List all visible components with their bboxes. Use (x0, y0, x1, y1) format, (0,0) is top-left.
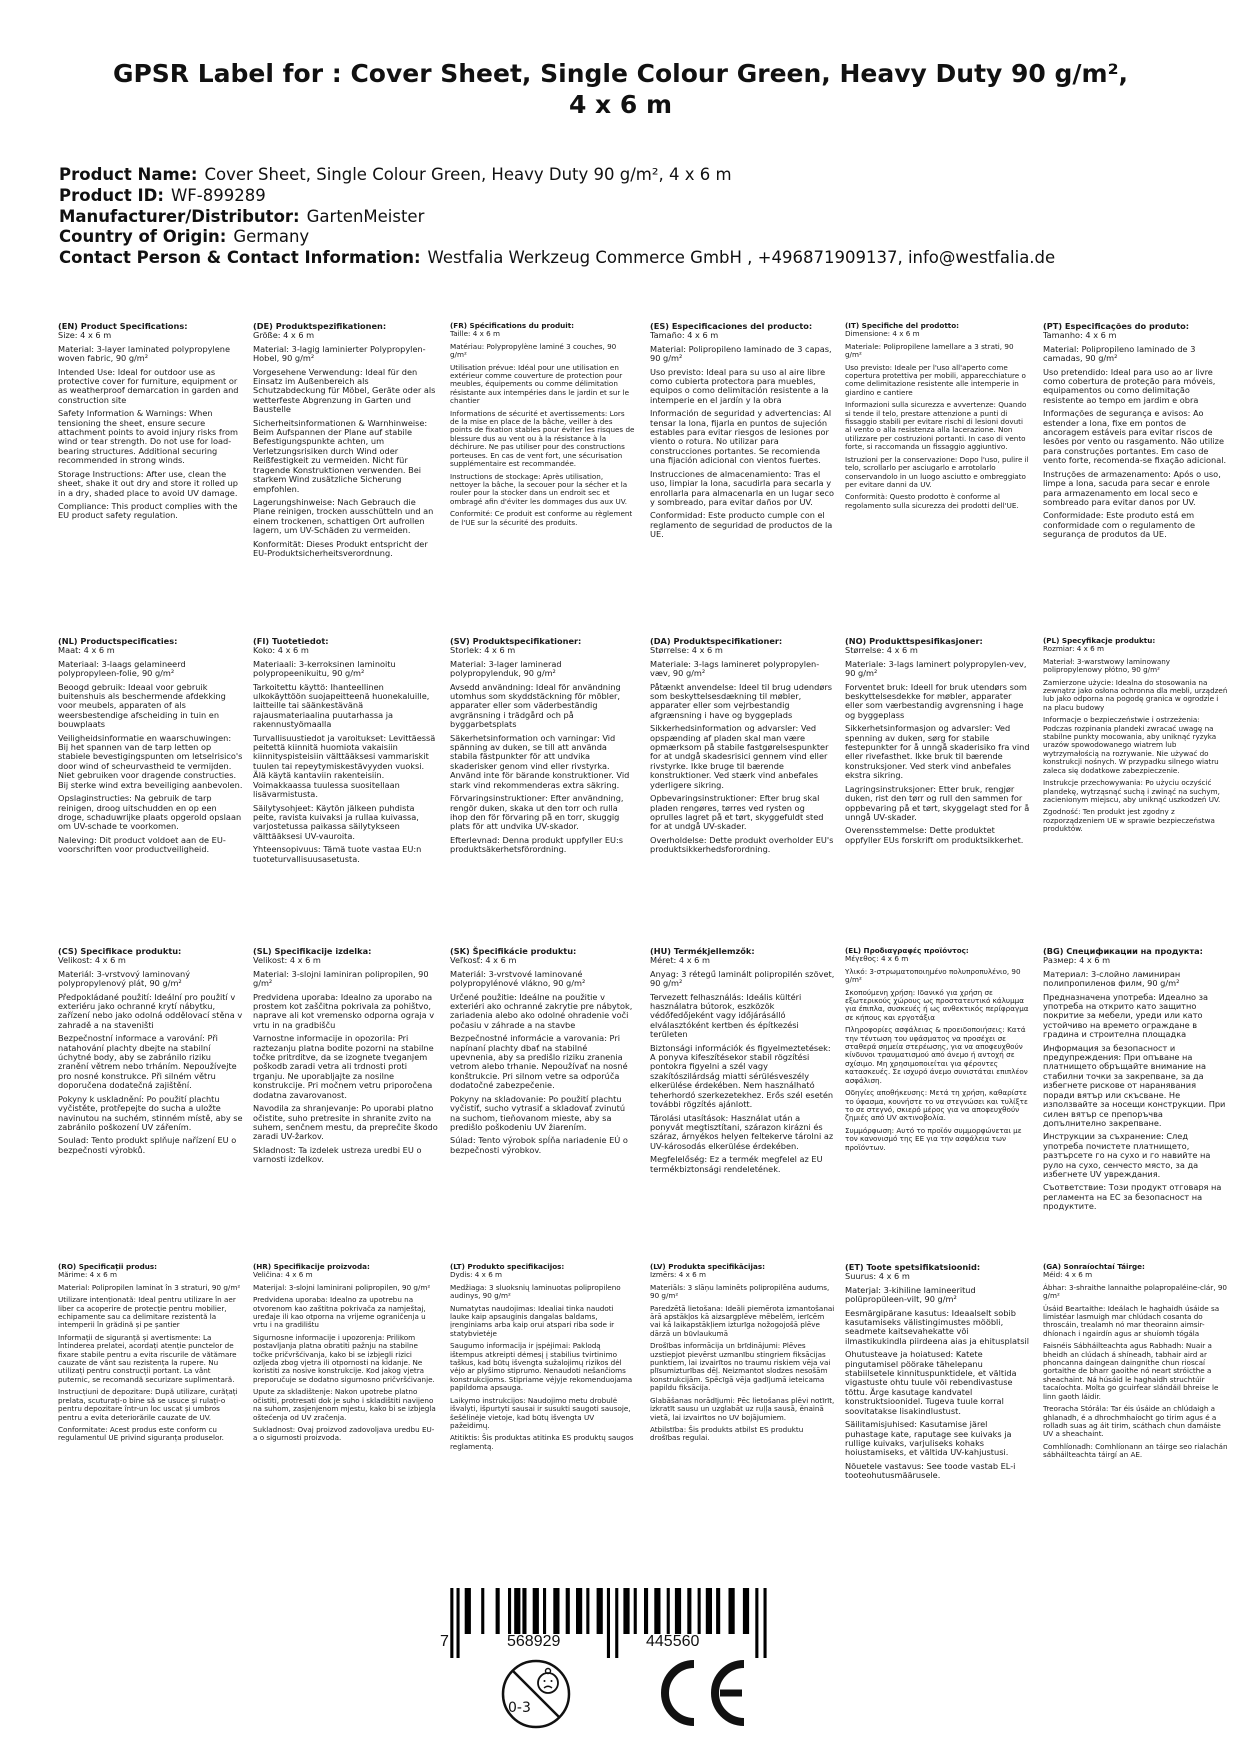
spec-heading: (NL) Productspecificaties: (58, 636, 178, 646)
spec-paragraph: Intended Use: Ideal for outdoor use as protective cover for furniture, equipment or as weatherproof demarcation in garden and construction site (58, 366, 239, 405)
contact-value: Westfalia Werkzeug Commerce GmbH , +496871909137, info@westfalia.de (427, 248, 1056, 268)
spec-size: Size: 4 x 6 m (58, 330, 112, 341)
spec-paragraph: Materiaali: 3-kerroksinen laminoitu polypropeenikuitu, 90 g/m² (253, 658, 396, 679)
spec-paragraph: Conformidade: Este produto está em conformidade com o regulamento de segurança de produtos da UE. (1043, 510, 1195, 540)
spec-paragraph: Instrucțiuni de depozitare: După utilizare, curățați prelata, scuturați-o bine să se usuce și rulați-o pentru depozitare într-un loc uscat și umbros pentru a evita deteriorările cauzate de UV. (58, 1387, 238, 1422)
spec-paragraph: Predvidena uporaba: Idealno za uporabo na prostem kot zaščitna pokrivala za pohištvo, naprave ali kot vremensko odporna ograja v vrtu in na gradbišču (253, 991, 435, 1030)
spec-paragraph: Nõuetele vastavus: See toode vastab EL-i tooteohutusmäärusele. (845, 1460, 1016, 1481)
spec-paragraph: Materjal: 3-kihiline lamineeritud polüpropüleen-vilt, 90 g/m² (845, 1284, 976, 1305)
spec-column-bg (1043, 947, 1228, 1216)
product-id-label: Product ID: (59, 185, 164, 205)
spec-paragraph: Информация за безопасност и предупреждения: При опъване на платнището обръщайте внимание на стабилни точки за закрепване, за да избегнете рискове от наранявания поради вятър или скъсване. Не използвайте за носещи конструкции. При силен вятър се препоръчва допълнително закрепване. (1043, 1042, 1226, 1128)
spec-paragraph: Informações de segurança e avisos: Ao estender a lona, fixe em pontos de ancoragem estáveis para evitar riscos de lesões por vento ou rasgamento. Não utilize para construções portantes. Em caso de vento forte, recomenda-se fixação adicional. (1043, 408, 1227, 466)
spec-paragraph: Medžiaga: 3 sluoksnių laminuotas polipropileno audinys, 90 g/m² (450, 1282, 621, 1301)
spec-paragraph: Bezpečnostné informácie a varovania: Pri napínaní plachty dbať na stabilné upevnenia, aby sa predišlo riziku zranenia vetrom alebo trhanie. Nepoužívať na nosné konštrukcie. Pri silnom vetre sa odporúča dodatočné zabezpečenie. (450, 1033, 628, 1091)
spec-heading: (DA) Produktspecifikationer: (650, 636, 783, 646)
spec-size: Dydis: 4 x 6 m (450, 1270, 503, 1280)
spec-paragraph: Opslaginstructies: Na gebruik de tarp reinigen, droog uitschudden en op een droge, schaduwrijke plaats opgerold opslaan om UV-schade te voorkomen. (58, 793, 242, 832)
spec-size: Velikost: 4 x 6 m (253, 955, 321, 966)
spec-column-sv (450, 637, 635, 859)
spec-paragraph: Informations de sécurité et avertissements: Lors de la mise en place de la bâche, veiller à des points de fixation stables pour éviter les risques de blessure dus au vent ou à la résistance à la déchirure. Ne pas utiliser pour des constructions porteuses. En cas de vent fort, une sécurisation supplémentaire est recommandée. (450, 408, 635, 469)
spec-paragraph: Veiligheidsinformatie en waarschuwingen: Bij het spannen van de tarp letten op stabiele bevestigingspunten om letselrisico's door wind of scheurvastheid te vermijden. Niet gebruiken voor dragende constructies. Bij sterke wind extra beveiliging aanbevolen. (58, 732, 243, 790)
spec-paragraph: Sigurnosne informacije i upozorenja: Prilikom postavljanja platna obratiti pažnju na stabilne točke pričvršćivanja, kako bi se izbjegli rizici ozljeda zbog vjetra ili otpornosti na kidanje. Ne koristiti za nosive konstrukcije. Kod jakog vjetra preporučuje se dodatno sigurnosno pričvršćivanje. (253, 1332, 435, 1384)
spec-paragraph: Material: 3-slojni laminiran polipropilen, 90 g/m² (253, 968, 429, 989)
spec-paragraph: Yhteensopivuus: Tämä tuote vastaa EU:n tuoteturvallisuusasetusta. (253, 844, 422, 864)
spec-column-ro (58, 1263, 243, 1447)
product-name-label: Product Name: (59, 165, 198, 184)
spec-paragraph: Πληροφορίες ασφάλειας & προειδοποιήσεις: Κατά την τέντωση του υφάσματος να προσέχει σε σταθερά σημεία στερέωσης, για να αποφευχθούν κίνδυνοι τραυματισμού από άνεμο ή αντοχή σε σχίσιμο. Μη χρησιμοποιείται για φέροντες κατασκευές. Σε ισχυρό άνεμο συνιστάται επιπλέον ασφάλιση. (845, 1025, 1028, 1085)
spec-column-cs (58, 947, 243, 1159)
spec-heading: (LV) Produkta specifikācijas: (650, 1262, 765, 1271)
spec-paragraph: Megfelelőség: Ez a termék megfelel az EU termékbiztonsági rendeletének. (650, 1154, 823, 1174)
spec-paragraph: Instrucciones de almacenamiento: Tras el uso, limpiar la lona, sacudirla para secarla y enrollarla para almacenarla en un lugar seco y sombreado, para evitar daños por UV. (650, 468, 835, 507)
spec-paragraph: Σκοπούμενη χρήση: Ιδανικό για χρήση σε εξωτερικούς χώρους ως προστατευτικό κάλυμμα για έπιπλα, συσκευές ή ως ανθεκτικός περίφραγμα σε κήπους και εργοτάξια (845, 987, 1029, 1022)
spec-column-en (58, 322, 243, 525)
spec-paragraph: Tárolási utasítások: Használat után a ponyvát megtisztítani, szárazon kirázni és száraz, árnyékos helyen feltekerve tárolni az UV-károsodás elkerülése érdekében. (650, 1112, 834, 1151)
spec-size: Tamaño: 4 x 6 m (650, 330, 719, 341)
spec-paragraph: Matériau: Polypropylène laminé 3 couches, 90 g/m² (450, 341, 617, 360)
spec-column-de (253, 322, 438, 562)
spec-paragraph: Conformitate: Acest produs este conform cu regulamentul UE privind siguranța produselor. (58, 1424, 224, 1443)
spec-heading: (GA) Sonraíochtaí Táirge: (1043, 1262, 1145, 1271)
spec-paragraph: Instrukcje przechowywania: Po użyciu oczyścić plandekę, wytrząsnąć suchą i zwinąć na suchym, zacienionym miejscu, aby uniknąć uszkodzeń UV. (1043, 778, 1221, 804)
spec-paragraph: Material: Polipropileno laminado de 3 camadas, 90 g/m² (1043, 343, 1196, 364)
spec-heading: (HR) Specifikacije proizvoda: (253, 1262, 370, 1271)
spec-column-fi (253, 637, 438, 868)
spec-paragraph: Pokyny na skladovanie: Po použití plachtu vyčistiť, sucho vytrasiť a skladovať zvinutú na suchom, tieňovanom mieste, aby sa predišlo poškodeniu UV žiarením. (450, 1093, 626, 1132)
spec-paragraph: Lagringsinstruksjoner: Etter bruk, rengjør duken, rist den tørr og rull den sammen for oppbevaring på et tørt, skyggelagt sted for å unngå UV-skader. (845, 783, 1030, 822)
spec-paragraph: Súlad: Tento výrobok spĺňa nariadenie EÚ o bezpečnosti výrobkov. (450, 1135, 628, 1155)
spec-paragraph: Conformidad: Este producto cumple con el reglamento de seguridad de productos de la UE. (650, 510, 833, 540)
spec-paragraph: Συμμόρφωση: Αυτό το προϊόν συμμορφώνεται με τον κανονισμό της ΕΕ για την ασφάλεια των προϊόντων. (845, 1125, 1022, 1152)
manufacturer-row (59, 207, 1209, 228)
spec-paragraph: Uso previsto: Ideal para su uso al aire libre como cubierta protectora para muebles, equipos o como delimitación resistente a la intemperie en el jardín y la obra (650, 366, 829, 405)
spec-paragraph: Materijal: 3-slojni laminirani polipropilen, 90 g/m² (253, 1282, 431, 1292)
spec-paragraph: Predvidena uporaba: Idealno za upotrebu na otvorenom kao zaštitna pokrivača za namještaj, uređaje ili kao otporna na vrijeme ograničenja u vrtu i na gradilištu (253, 1295, 426, 1330)
spec-size: Méret: 4 x 6 m (650, 955, 710, 966)
spec-paragraph: Υλικό: 3-στρωματοποιημένο πολυπροπυλένιο, 90 g/m² (845, 966, 1021, 985)
spec-size: Tamanho: 4 x 6 m (1043, 330, 1117, 341)
spec-paragraph: Sikkerhetsinformasjon og advarsler: Ved spenning av duken, sørg for stabile festepunkter for å unngå skaderisiko fra vind eller rivefasthet. Ikke bruk til bærende konstruksjoner. Ved sterk vind anbefales ekstra sikring. (845, 723, 1030, 781)
spec-paragraph: Instruções de armazenamento: Após o uso, limpe a lona, sacuda para secar e enrole para armazenamento em local seco e sombreado para evitar danos por UV. (1043, 468, 1221, 507)
spec-paragraph: Lagerungshinweise: Nach Gebrauch die Plane reinigen, trocken ausschütteln und an einem trockenen, schattigen Ort aufrollen lagern, um UV-Schäden zu vermeiden. (253, 496, 434, 536)
spec-paragraph: Conformità: Questo prodotto è conforme al regolamento sulla sicurezza dei prodotti dell'UE. (845, 492, 1019, 510)
spec-heading: (HU) Termékjellemzők: (650, 946, 755, 956)
spec-paragraph: Material: 3-lager laminerad polypropylenduk, 90 g/m² (450, 658, 562, 679)
spec-heading: (PL) Specyfikacje produktu: (1043, 636, 1156, 645)
spec-heading: (BG) Спецификации на продукта: (1043, 946, 1203, 956)
spec-heading: (SL) Specifikacije izdelka: (253, 946, 372, 956)
spec-paragraph: Förvaringsinstruktioner: Efter användning, rengör duken, skaka ut den torr och rulla ihop den för förvaring på en torr, skuggig plats för att undvika UV-skador. (450, 793, 624, 832)
spec-column-lt (450, 1263, 635, 1455)
spec-paragraph: Istruzioni per la conservazione: Dopo l'uso, pulire il telo, scrollarlo per asciugarlo e arrotolarlo conservandolo in un luogo asciutto e ombreggiato per evitare danni da UV. (845, 454, 1029, 489)
spec-size: Rozmiar: 4 x 6 m (1043, 644, 1105, 654)
spec-size: Storlek: 4 x 6 m (450, 645, 516, 656)
spec-size: Størrelse: 4 x 6 m (845, 645, 918, 656)
barcode (440, 1588, 780, 1658)
spec-paragraph: Materiál: 3-vrstvové laminované polypropylénové vlákno, 90 g/m² (450, 968, 586, 989)
spec-heading: (FR) Spécifications du produit: (450, 321, 575, 330)
spec-paragraph: Konformität: Dieses Produkt entspricht der EU-Produktsicherheitsverordnung. (253, 538, 428, 558)
spec-column-pl (1043, 637, 1228, 838)
manufacturer-value: GartenMeister (306, 206, 425, 226)
spec-heading: (DE) Produktspezifikationen: (253, 321, 387, 331)
spec-paragraph: Overensstemmelse: Dette produktet oppfyller EUs forskrift om produktsikkerhet. (845, 825, 1024, 845)
spec-heading: (CS) Specifikace produktu: (58, 946, 182, 956)
barcode-group-2: 445560 (646, 1633, 700, 1650)
spec-column-no (845, 637, 1030, 849)
spec-heading: (EN) Product Specifications: (58, 321, 188, 331)
spec-heading: (NO) Produkttspesifikasjoner: (845, 636, 983, 646)
spec-heading: (FI) Tuotetiedot: (253, 636, 329, 646)
spec-size: Izmērs: 4 x 6 m (650, 1270, 706, 1280)
spec-column-da (650, 637, 835, 859)
spec-paragraph: Eesmärgipärane kasutus: Ideaalselt sobib kasutamiseks välistingimustes mööbli, seadmete kaitsevahekatte või ilmastikukindla piirdeena aias ja ehitusplatsil (845, 1307, 1030, 1346)
spec-heading: (IT) Specifiche del prodotto: (845, 321, 960, 330)
spec-paragraph: Beoogd gebruik: Ideaal voor gebruik buitenshuis als beschermende afdekking voor meubels, apparaten of als weersbestendige afscheiding in tuin en bouwplaats (58, 681, 226, 730)
spec-paragraph: Faisnéis Sábháilteachta agus Rabhadh: Nuair a bheidh an clúdach á shíneadh, tabhair aird ar phoncanna daingean daingnithe chun rioscaí gortaithe de bharr gaoithe nó neart stróicthe a sheachaint. Ná húsáid le haghaidh struchtúir tacaíochta. Molta go gcuirfear slándáil bhreise le linn gaoth láidir. (1043, 1341, 1219, 1401)
spec-paragraph: Sicherheitsinformationen & Warnhinweise: Beim Aufspannen der Plane auf stabile Befestigungspunkte achten, um Verletzungsrisiken durch Wind oder Reißfestigkeit zu vermeiden. Nicht für tragende Konstruktionen verwenden. Bei starkem Wind zusätzliche Sicherung empfohlen. (253, 417, 428, 494)
spec-paragraph: Informacje o bezpieczeństwie i ostrzeżenia: Podczas rozpinania plandeki zwracać uwagę na stabilne punkty mocowania, aby uniknąć ryzyka urazów spowodowanego wiatrem lub wytrzymałością na rozrywanie. Nie używać do konstrukcji nośnych. W przypadku silnego wiatru zaleca się dodatkowe zabezpieczenie. (1043, 715, 1219, 775)
spec-column-sk (450, 947, 635, 1159)
origin-row (59, 227, 1209, 248)
spec-size: Размер: 4 x 6 m (1043, 955, 1111, 966)
spec-paragraph: Materiał: 3-warstwowy laminowany polipropylenowy płótno, 90 g/m² (1043, 656, 1171, 675)
spec-paragraph: Materiál: 3-vrstvový laminovaný polypropylenový plát, 90 g/m² (58, 968, 191, 989)
spec-paragraph: Atbilstība: Šis produkts atbilst ES produktu drošības regulai. (650, 1424, 804, 1443)
age-label: 0-3 (508, 1700, 531, 1716)
spec-column-lv (650, 1263, 835, 1447)
spec-paragraph: Comhlíonadh: Comhlíonann an táirge seo rialachán sábháilteachta táirgí an AE. (1043, 1441, 1228, 1460)
spec-paragraph: Compliance: This product complies with the EU product safety regulation. (58, 500, 238, 521)
ce-mark-icon (660, 1658, 750, 1728)
spec-paragraph: Materiaal: 3-laags gelamineerd polypropyleen-folie, 90 g/m² (58, 658, 186, 679)
spec-paragraph: Efterlevnad: Denna produkt uppfyller EU:s produktsäkerhetsförordning. (450, 834, 624, 855)
spec-paragraph: Upute za skladištenje: Nakon upotrebe platno očistiti, protresati dok je suho i skladištiti navijeno na suhom, zasjenjenom mjestu, kako bi se izbjegla oštećenja od UV zračenja. (253, 1387, 436, 1422)
spec-paragraph: Navodila za shranjevanje: Po uporabi platno očistite, suho pretresite in shranite zvito na suhem, senčnem mestu, da preprečite škodo zaradi UV-žarkov. (253, 1103, 438, 1142)
spec-paragraph: Información de seguridad y advertencias: Al tensar la lona, fijarla en puntos de sujeción estables para evitar riesgos de lesiones por viento o rotura. No utilizar para construcciones portantes. Se recomienda una fijación adicional con vientos fuertes. (650, 408, 832, 466)
spec-paragraph: Materiāls: 3 slāņu laminēts polipropilēna audums, 90 g/m² (650, 1282, 830, 1301)
product-name-value: Cover Sheet, Single Colour Green, Heavy Duty 90 g/m², 4 x 6 m (204, 165, 732, 184)
spec-paragraph: Sukladnost: Ovaj proizvod zadovoljava uredbu EU-a o sigurnosti proizvoda. (253, 1424, 435, 1443)
spec-paragraph: Sikkerhedsinformation og advarsler: Ved opspænding af pladen skal man være opmærksom på stabile fastgørelsespunkter for at undgå skadesrisici gennem vind eller rivstyrke. Ikke bruge til bærende konstruktioner. Ved stærk vind anbefales yderligere sikring. (650, 723, 829, 790)
spec-paragraph: Tervezett felhasználás: Ideális kültéri használatra bútorok, eszközök védőfedőjeként vagy időjárásálló elválasztóként kertben és építkezési területen (650, 991, 802, 1040)
spec-paragraph: Glabāšanas norādījumi: Pēc lietošanas plēvi notīrīt, izkratīt sausu un uzglabāt uz ruļļa sausā, ēnainā vietā, lai izvairītos no UV bojājumiem. (650, 1395, 835, 1422)
origin-value: Germany (233, 227, 310, 247)
spec-size: Veľkosť: 4 x 6 m (450, 955, 517, 966)
spec-paragraph: Úsáid Beartaithe: Ideálach le haghaidh úsáide sa limistéar lasmuigh mar chlúdach cosanta do throscáin, trealamh nó mar theorainn aimsir-dhíonach i ngairdín agus ar shuíomh tógála (1043, 1303, 1220, 1338)
spec-paragraph: Soulad: Tento produkt splňuje nařízení EU o bezpečnosti výrobků. (58, 1135, 237, 1155)
spec-paragraph: Zamierzone użycie: Idealna do stosowania na zewnątrz jako osłona ochronna dla mebli, urządzeń lub jako odporna na pogodę granica w ogrodzie i na placu budowy (1043, 677, 1228, 712)
spec-paragraph: Informații de siguranță și avertismente: La întinderea prelatei, acordați atenție punctelor de fixare stabile pentru a evita riscurile de vătămare cauzate de vânt sau rezistența la rupere. Nu utilizați pentru construcții portant. La vânt puternic, se recomandă securizare suplimentară. (58, 1332, 237, 1384)
spec-column-ga (1043, 1263, 1228, 1464)
spec-paragraph: Paredzētā lietošana: Ideāli piemērota izmantošanai ārā apstākļos kā aizsargplēve mēbelēm, ierīcēm vai kā laikapstākļiem izturīga nožogojošā plēve dārzā un būvlaukumā (650, 1303, 835, 1338)
spec-paragraph: Utilisation prévue: Idéal pour une utilisation en extérieur comme couverture de protection pour meubles, équipements ou comme délimitation résistante aux intempéries dans le jardin et sur le chantier (450, 362, 630, 406)
spec-paragraph: Ohutusteave ja hoiatused: Katete pingutamisel pöörake tähelepanu stabiilsetele kinnituspunktidele, et vältida vigastuste ohtu tuule või rebendivastuse tõttu. Ärge kasutage kandvatel konstruktsioonidel. Tugeva tuule korral soovitatakse lisakindlustust. (845, 1349, 1017, 1416)
spec-paragraph: Säilytysohjeet: Käytön jälkeen puhdista peite, ravista kuivaksi ja rullaa kuivassa, varjostetussa paikassa säilytykseen välttääksesi UV-vauroita. (253, 802, 419, 841)
spec-paragraph: Naleving: Dit product voldoet aan de EU-voorschriften voor productveiligheid. (58, 834, 226, 855)
spec-paragraph: Atitiktis: Šis produktas atitinka ES produktų saugos reglamentą. (450, 1433, 634, 1451)
spec-paragraph: Uso pretendido: Ideal para uso ao ar livre como cobertura de proteção para móveis, equipamentos ou como delimitação resistente ao tempo em jardim e obra (1043, 366, 1216, 405)
spec-paragraph: Předpokládané použití: Ideální pro použití v exteriéru jako ochranné krytí nábytku, zařízení nebo jako odolná oddělovací stěna v zahradě a na staveništi (58, 991, 243, 1030)
spec-paragraph: Säilitamisjuhised: Kasutamise järel puhastage kate, raputage see kuivaks ja rullige kuivaks, varjuliseks kohaks hoiustamiseks, et vältida UV-kahjustusi. (845, 1419, 1012, 1458)
spec-paragraph: Turvallisuustiedot ja varoitukset: Levittäessä peitettä kiinnitä huomiota vakaisiin kiinnityspisteisiin välttääksesi vammariskit tuulen tai repeytymiskestävyyden vuoksi. Älä käytä kantaviin rakenteisiin. Voimakkaassa tuulessa suositellaan lisävarmistusta. (253, 732, 436, 800)
not-for-children-0-3-icon (500, 1658, 572, 1730)
spec-paragraph: Instructions de stockage: Après utilisation, nettoyer la bâche, la secouer pour la sécher et la rouler pour la stocker dans un endroit sec et ombragé afin d'éviter les dommages dus aux UV. (450, 471, 628, 506)
spec-paragraph: Zgodność: Ten produkt jest zgodny z rozporządzeniem UE w sprawie bezpieczeństwa produktów. (1043, 807, 1215, 834)
spec-paragraph: Informazioni sulla sicurezza e avvertenze: Quando si tende il telo, prestare attenzione a punti di fissaggio stabili per evitare rischi di lesioni dovuti al vento o alla resistenza alla lacerazione. Non utilizzare per costruzioni portanti. In caso di vento forte, si raccomanda un fissaggio aggiuntivo. (845, 400, 1027, 452)
spec-paragraph: Opbevaringsinstruktioner: Efter brug skal pladen rengøres, tørres ved rysten og oprulles lagret på et tørt, skyggefuldt sted for at undgå UV-skader. (650, 793, 824, 832)
spec-size: Mărime: 4 x 6 m (58, 1270, 117, 1280)
spec-heading: (SK) Špecifikácie produktu: (450, 946, 577, 956)
spec-paragraph: Biztonsági információk és figyelmeztetések: A ponyva kifeszítésekor stabil rögzítési pontokra figyelni a szél vagy szakítószilárdság miatti sérülésveszély elkerülése érdekében. Nem használható teherhordó szerkezetekhez. Erős szél esetén további rögzítés ajánlott. (650, 1042, 834, 1110)
spec-paragraph: Materiale: Polipropilene lamellare a 3 strati, 90 g/m² (845, 341, 1014, 360)
manufacturer-label: Manufacturer/Distributor: (59, 206, 300, 226)
spec-paragraph: Инструкции за съхранение: След употреба почистете платнището, разтърсете го на сухо и го навийте на руло на сухо, сенчесто място, за да избегнете UV увреждания. (1043, 1131, 1211, 1179)
spec-paragraph: Tarkoitettu käyttö: Ihanteellinen ulkokäyttöön suojapeitteenä huonekaluille, laitteille tai säänkestävänä rajausmateriaalina puutarhassa ja rakennustyömaalla (253, 681, 430, 730)
spec-paragraph: Laikymo instrukcijos: Naudojimo metu drobulė išvalyti, išpurtyti sausai ir susukti saugoti sausoje, šešėlinėje vietoje, kad būtų išvengta UV pažeidimų. (450, 1395, 631, 1430)
spec-size: Størrelse: 4 x 6 m (650, 645, 723, 656)
spec-paragraph: Utilizare intenționată: Ideal pentru utilizare în aer liber ca acoperire de protecție pentru mobilier, echipamente sau ca delimitare rezistentă la intemperii în grădină și pe șantier (58, 1295, 236, 1330)
contact-row (59, 248, 1209, 269)
origin-label: Country of Origin: (59, 227, 227, 247)
spec-paragraph: Conformité: Ce produit est conforme au règlement de l'UE sur la sécurité des produits. (450, 509, 633, 527)
spec-column-sl (253, 947, 438, 1169)
spec-paragraph: Treoracha Stórála: Tar éis úsáide an chlúdaigh a ghlanadh, é a dhrochmhaíocht go tirim agus é a rolladh suas ag áit tirim, scáthach chun damáiste UV a sheachaint. (1043, 1404, 1221, 1439)
spec-paragraph: Saugumo informacija ir įspėjimai: Paklodą ištempus atkreipti dėmesį į stabilius tvirtinimo taškus, kad būtų išvengta sužalojimų rizikos dėl vėjo ar plyšimo stiprumo. Nenaudoti nešančioms konstrukcijoms. Stipriame vėjyje rekomenduojama papildoma apsauga. (450, 1341, 633, 1393)
spec-column-it (845, 322, 1030, 514)
spec-size: Taille: 4 x 6 m (450, 329, 500, 339)
spec-column-el (845, 947, 1030, 1156)
spec-column-nl (58, 637, 243, 859)
spec-column-et (845, 1263, 1030, 1485)
spec-paragraph: Vorgesehene Verwendung: Ideal für den Einsatz im Außenbereich als Schutzabdeckung für Möbel, Geräte oder als wetterfeste Abgrenzung in Garten und Baustelle (253, 366, 436, 415)
barcode-group-1: 568929 (507, 1633, 561, 1650)
spec-column-hu (650, 947, 835, 1178)
spec-paragraph: Numatytas naudojimas: Idealiai tinka naudoti lauke kaip apsauginis dangalas baldams, įrenginiams arba kaip orui atspari riba sode ir statybvietėje (450, 1303, 615, 1338)
spec-paragraph: Forventet bruk: Ideell for bruk utendørs som beskyttelsesdekke for møbler, apparater eller som værbestandig avgrensning i hage og byggeplass (845, 681, 1027, 720)
spec-paragraph: Material: Polipropilen laminat în 3 straturi, 90 g/m² (58, 1282, 241, 1292)
spec-size: Suurus: 4 x 6 m (845, 1271, 910, 1282)
spec-column-hr (253, 1263, 438, 1447)
spec-paragraph: Materiale: 3-lags lamineret polypropylen-væv, 90 g/m² (650, 658, 820, 679)
spec-paragraph: Uso previsto: Ideale per l'uso all'aperto come copertura protettiva per mobili, apparecchiature o come delimitazione resistente alle intemperie in giardino e cantiere (845, 362, 1026, 397)
spec-size: Dimensione: 4 x 6 m (845, 329, 920, 339)
spec-size: Koko: 4 x 6 m (253, 645, 309, 656)
spec-paragraph: Pokyny k uskladnění: Po použití plachtu vyčistěte, protřepejte do sucha a uložte navinutou na suchém, stinném místě, aby se zabránilo poškození UV zářením. (58, 1093, 243, 1132)
spec-paragraph: Skladnost: Ta izdelek ustreza uredbi EU o varnosti izdelkov. (253, 1144, 422, 1165)
product-id-row (59, 186, 1209, 207)
spec-paragraph: Съответствие: Този продукт отговаря на регламента на ЕС за безопасност на продуктите. (1043, 1182, 1222, 1212)
spec-size: Méid: 4 x 6 m (1043, 1270, 1093, 1280)
spec-paragraph: Material: Polipropileno laminado de 3 capas, 90 g/m² (650, 343, 832, 364)
spec-size: Maat: 4 x 6 m (58, 645, 115, 656)
spec-column-fr (450, 322, 635, 531)
spec-paragraph: Säkerhetsinformation och varningar: Vid spänning av duken, se till att använda stabila fästpunkter för att undvika skaderisker genom vind eller rivstyrka. Använd inte för bärande konstruktioner. Vid stark vind rekommenderas extra säkring. (450, 732, 630, 790)
spec-paragraph: Material: 3-lagig laminierter Polypropylen-Hobel, 90 g/m² (253, 343, 426, 364)
product-id-value: WF-899289 (170, 185, 266, 205)
spec-paragraph: Материал: 3-слойно ламиниран полипропиленов филм, 90 g/m² (1043, 968, 1181, 989)
spec-heading: (SV) Produktspecifikationer: (450, 636, 582, 646)
spec-paragraph: Οδηγίες αποθήκευσης: Μετά τη χρήση, καθαρίστε το ύφασμα, κουνήστε το να στεγνώσει και τυλίξτε το σε στεγνό, σκιερό μέρος για να αποφευχθούν ζημιές από UV ακτινοβολία. (845, 1088, 1028, 1123)
spec-size: Velikost: 4 x 6 m (58, 955, 126, 966)
spec-column-es (650, 322, 835, 544)
spec-size: Größe: 4 x 6 m (253, 330, 315, 341)
spec-paragraph: Предназначена употреба: Идеално за употреба на открито като защитно покритие за мебели, уреди или като устойчиво на времето ограждане в градина и строителна площадка (1043, 991, 1209, 1040)
spec-heading: (ET) Toote spetsifikatsioonid: (845, 1262, 981, 1272)
product-name-row (59, 165, 1209, 186)
product-info (59, 165, 1209, 269)
spec-paragraph: Anyag: 3 rétegű laminált polipropilén szövet, 90 g/m² (650, 968, 835, 989)
spec-heading: (LT) Produkto specifikacijos: (450, 1262, 565, 1271)
spec-paragraph: Drošības informācija un brīdinājumi: Plēves uzstiepjot pievērst uzmanību stingriem fiksācijas punktiem, lai izvairītos no traumu riskiem vēja vai plīsumizturības dēļ. Neizmantot slodzes nesošām konstrukcijām. Spēcīgā vēja gadījumā ieteicama papildu fiksācija. (650, 1341, 831, 1393)
spec-paragraph: Avsedd användning: Ideal för användning utomhus som skyddstäckning för möbler, apparater eller som väderbeständig avgränsning i trädgård och på byggarbetsplats (450, 681, 621, 730)
page-title: GPSR Label for : Cover Sheet, Single Colour Green, Heavy Duty 90 g/m², 4 x 6 m (112, 59, 1129, 119)
contact-label: Contact Person & Contact Information: (59, 248, 421, 268)
spec-heading: (RO) Specificații produs: (58, 1262, 157, 1271)
spec-paragraph: Storage Instructions: After use, clean the sheet, shake it out dry and store it rolled up in a dry, shaded place to avoid UV damage. (58, 468, 238, 498)
spec-paragraph: Bezpečnostní informace a varování: Při natahování plachty dbejte na stabilní úchytné body, aby se zabránilo riziku zranění větrem nebo trháním. Nepoužívejte pro nosné konstrukce. Při silném větru doporučena dodatečná zajištění. (58, 1033, 237, 1091)
spec-paragraph: Materiale: 3-lags laminert polypropylen-vev, 90 g/m² (845, 658, 1027, 679)
spec-size: Veličina: 4 x 6 m (253, 1270, 313, 1280)
spec-size: Μέγεθος: 4 x 6 m (845, 954, 909, 964)
spec-heading: (EL) Προδιαγραφές προϊόντος: (845, 946, 969, 955)
spec-paragraph: Určené použitie: Ideálne na použitie v exteriéri ako ochranné zakrytie pre nábytok, zariadenia alebo ako odolné ohradenie voči počasiu v záhrade a na stavbe (450, 991, 633, 1030)
spec-paragraph: Material: 3-layer laminated polypropylene woven fabric, 90 g/m² (58, 343, 231, 364)
spec-paragraph: Varnostne informacije in opozorila: Pri raztezanju platna bodite pozorni na stabilne točke pritrditve, da se izognete tveganjem poškodb zaradi vetra ali trdnosti proti trganju. Ne uporabljajte za nosilne konstrukcije. Pri močnem vetru priporočena dodatna zavarovanost. (253, 1033, 434, 1100)
spec-heading: (PT) Especificações do produto: (1043, 321, 1190, 331)
barcode-digit-left: 7 (440, 1633, 449, 1650)
spec-column-pt (1043, 322, 1228, 544)
spec-paragraph: Påtænkt anvendelse: Ideel til brug udendørs som beskyttelsesdækning til møbler, apparater eller som vejrbestandig afgrænsning i have og byggeplads (650, 681, 832, 720)
spec-paragraph: Safety Information & Warnings: When tensioning the sheet, ensure secure attachment points to avoid injury risks from wind or tear strength. Do not use for load-bearing structures. Additional securing recommended in strong winds. (58, 408, 238, 466)
spec-paragraph: Ábhar: 3-shraithe lannaithe polapropaléine-clár, 90 g/m² (1043, 1282, 1227, 1301)
spec-paragraph: Overholdelse: Dette produkt overholder EU's produktsikkerhedsforordning. (650, 834, 834, 855)
spec-heading: (ES) Especificaciones del producto: (650, 321, 813, 331)
